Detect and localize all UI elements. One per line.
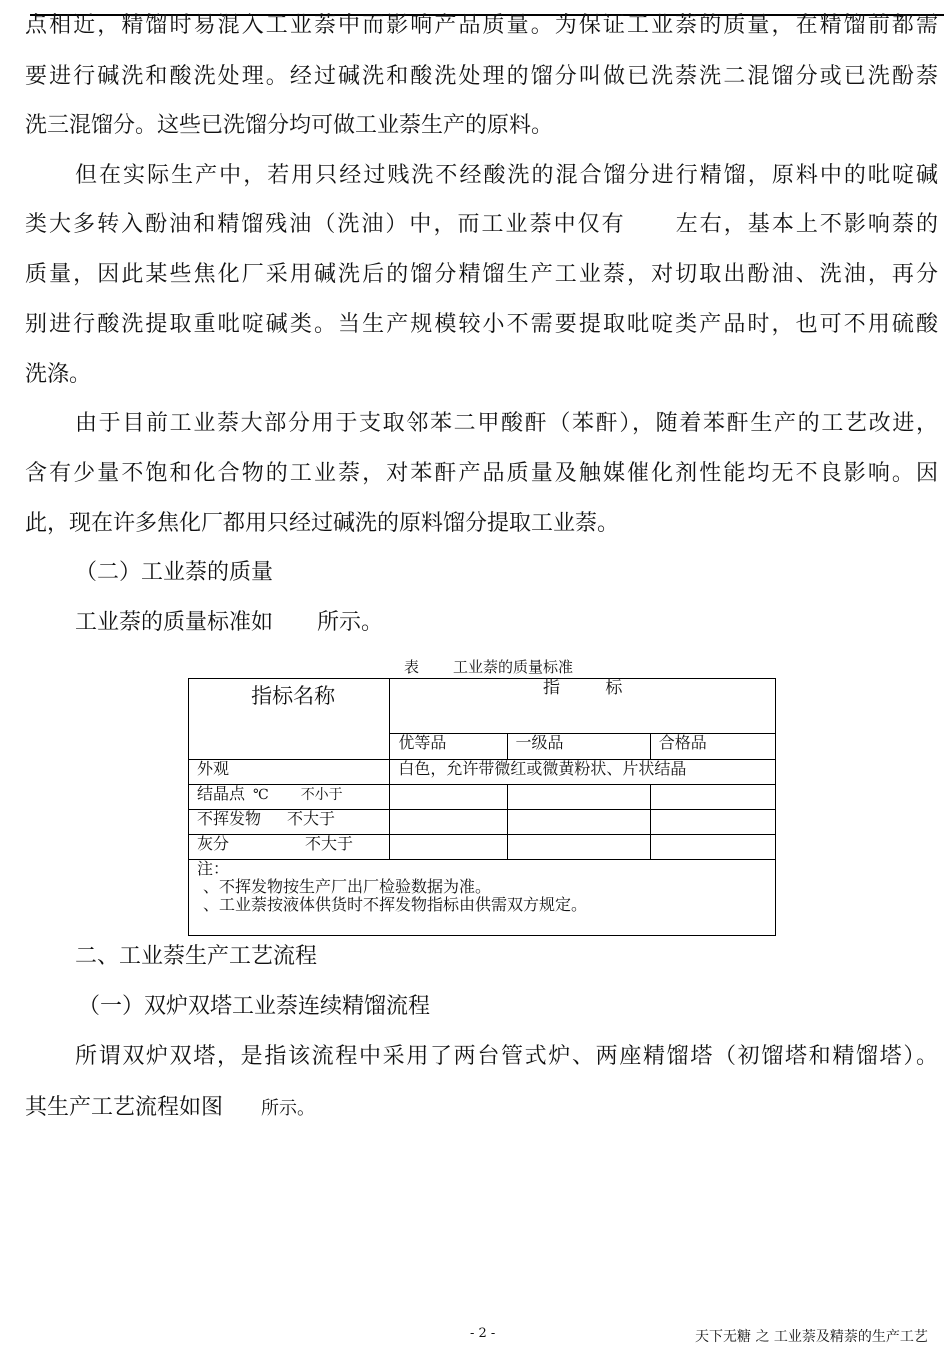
paragraph-line: 其生产工艺流程如图 所示。 <box>25 1095 316 1120</box>
paragraph-line: 洗涤。 <box>25 362 92 387</box>
paragraph-line: 要进行碱洗和酸洗处理。经过碱洗和酸洗处理的馏分叫做已洗萘洗二混馏分或已洗酚萘 <box>25 64 938 89</box>
paragraph-line: 类大多转入酚油和精馏残油（洗油）中，而工业萘中仅有 左右，基本上不影响萘的 <box>25 212 938 237</box>
quality-standard-table <box>188 678 776 936</box>
table-row <box>189 835 776 860</box>
paragraph-line: 点相近，精馏时易混入工业萘中而影响产品质量。为保证工业萘的质量，在精馏前都需 <box>25 13 938 38</box>
col-header-index: 指 标 <box>390 679 776 734</box>
paragraph-line: 此，现在许多焦化厂都用只经过碱洗的原料馏分提取工业萘。 <box>25 511 620 536</box>
section-heading: （二）工业萘的质量 <box>75 560 274 585</box>
grade-header: 优等品 <box>390 734 507 760</box>
col-header-name: 指标名称 <box>189 679 390 760</box>
page-number: - 2 - <box>470 1326 496 1341</box>
footer-title: 天下无糖 之 工业萘及精萘的生产工艺 <box>695 1329 928 1345</box>
note-item: 、不挥发物按生产厂出厂检验数据为准。 <box>203 877 492 896</box>
paragraph-line: 含有少量不饱和化合物的工业萘，对苯酐产品质量及触媒催化剂性能均无不良影响。因 <box>25 461 938 486</box>
paragraph-line: 质量，因此某些焦化厂采用碱洗后的馏分精馏生产工业萘，对切取出酚油、洗油，再分 <box>25 262 938 287</box>
row-value: 白色，允许带微红或微黄粉状、片状结晶 <box>390 760 776 785</box>
table-notes <box>189 860 776 936</box>
cell-value <box>390 810 507 835</box>
note-item: 、工业萘按液体供货时不挥发物指标由供需双方规定。 <box>203 895 588 914</box>
table-row <box>189 760 776 785</box>
paragraph-line: 工业萘的质量标准如 所示。 <box>75 610 384 635</box>
table-caption: 表 工业萘的质量标准 <box>404 658 574 676</box>
grade-header: 一级品 <box>507 734 650 760</box>
paragraph-line: 但在实际生产中，若用只经过贱洗不经酸洗的混合馏分进行精馏，原料中的吡啶碱 <box>75 163 938 188</box>
row-name: 结晶点 ℃ 不小于 <box>189 785 390 810</box>
paragraph-line: 洗三混馏分。这些已洗馏分均可做工业萘生产的原料。 <box>25 113 554 138</box>
row-name: 不挥发物 不大于 <box>189 810 390 835</box>
cell-value <box>507 835 650 860</box>
grade-header: 合格品 <box>650 734 775 760</box>
paragraph-line: 由于目前工业萘大部分用于支取邻苯二甲酸酐（苯酐），随着苯酐生产的工艺改进， <box>75 411 938 436</box>
row-name: 外观 <box>189 760 390 785</box>
cell-value <box>650 785 775 810</box>
row-name: 灰分 不大于 <box>189 835 390 860</box>
cell-value <box>390 785 507 810</box>
paragraph-line: 别进行酸洗提取重吡啶碱类。当生产规模较小不需要提取吡啶类产品时，也可不用硫酸 <box>25 312 938 337</box>
note-title: 注： <box>197 859 230 878</box>
section-heading: （一）双炉双塔工业萘连续精馏流程 <box>78 994 431 1019</box>
cell-value <box>390 835 507 860</box>
cell-value <box>650 810 775 835</box>
paragraph-line: 所谓双炉双塔，是指该流程中采用了两台管式炉、两座精馏塔（初馏塔和精馏塔）。 <box>75 1044 938 1069</box>
table-row <box>189 785 776 810</box>
cell-value <box>650 835 775 860</box>
cell-value <box>507 810 650 835</box>
table-row <box>189 810 776 835</box>
section-heading: 二、工业萘生产工艺流程 <box>75 944 318 969</box>
cell-value <box>507 785 650 810</box>
